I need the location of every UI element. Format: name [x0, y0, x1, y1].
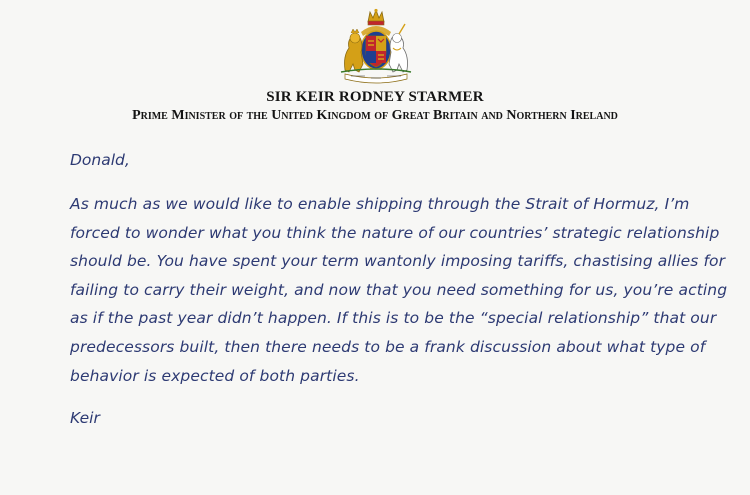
letterhead-title: Prime Minister of the United Kingdom of Great Britain and Northern Ireland — [132, 108, 618, 123]
royal-coat-of-arms-icon — [331, 8, 421, 86]
letterhead-name: SIR KEIR RODNEY STARMER — [266, 89, 484, 105]
crown-icon — [368, 9, 384, 25]
lion-supporter-icon — [345, 29, 364, 72]
letter-body: As much as we would like to enable shipping through the Strait of Hormuz, I’m forced to wonder what you think the nature of our countries’ strategic relationship should be. You have spent your term wantonly imposing tariffs, chastising allies for failing to carry their weight, and now that you need something for us, you’re acting as if the past year didn’t happen. If this is to be the “special relationship” that our predecessors built, then there needs to be a frank discussion about what type of behavior is expected of both parties. — [70, 195, 728, 385]
unicorn-supporter-icon — [389, 24, 408, 72]
letter-content — [70, 146, 730, 432]
signoff: Keir — [70, 409, 100, 428]
salutation: Donald, — [70, 151, 130, 169]
